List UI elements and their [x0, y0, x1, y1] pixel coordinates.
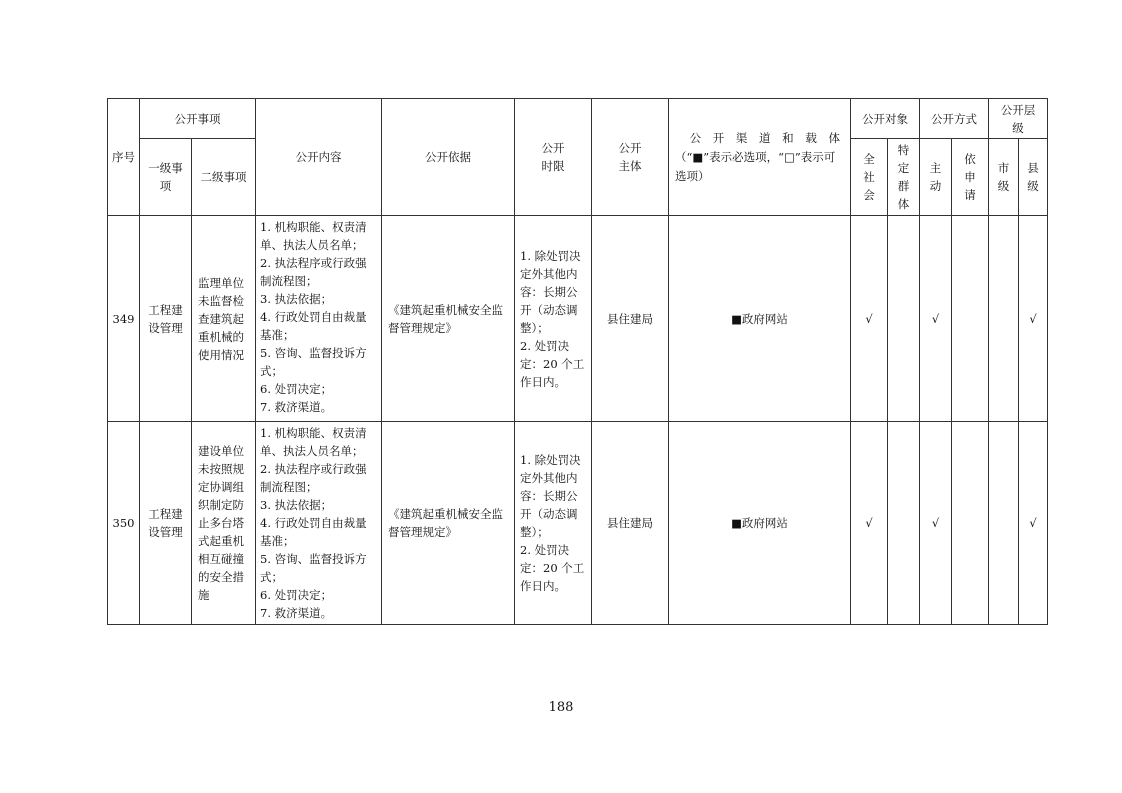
content-item: 1. 机构职能、权责清单、执法人员名单； — [260, 220, 367, 252]
content-item: 6. 处罚决定； — [260, 588, 333, 602]
header-mode-request: 依申请 — [952, 139, 989, 216]
header-level1: 一级事项 — [140, 139, 192, 216]
header-row-1 — [108, 99, 1048, 139]
row-level-county: √ — [1019, 216, 1048, 422]
row-content — [256, 422, 382, 625]
row-level2: 建设单位未按照规定协调组织制定防止多台塔式起重机相互碰撞的安全措施 — [192, 422, 256, 625]
row-level2: 监理单位未监督检查建筑起重机械的使用情况 — [192, 216, 256, 422]
row-basis: 《建筑起重机械安全监督管理规定》 — [382, 216, 515, 422]
header-subject: 公开主体 — [592, 99, 669, 216]
content-item: 4. 行政处罚自由裁量基准； — [260, 516, 367, 548]
content-item: 2. 执法程序或行政强制流程图； — [260, 462, 367, 494]
header-level-city: 市级 — [989, 139, 1019, 216]
header-target-all: 全社会 — [851, 139, 888, 216]
row-time-limit — [515, 216, 592, 422]
row-level-city — [989, 216, 1019, 422]
row-target-all: √ — [851, 216, 888, 422]
row-time-limit — [515, 422, 592, 625]
header-seq: 序号 — [108, 99, 140, 216]
header-channel-note: （“■”表示必选项，“□”表示可选项） — [675, 149, 836, 183]
row-mode-request — [952, 216, 989, 422]
row-level-city — [989, 422, 1019, 625]
row-target-specific — [888, 216, 920, 422]
header-matter-group: 公开事项 — [140, 99, 256, 139]
content-item: 2. 执法程序或行政强制流程图； — [260, 256, 367, 288]
time-limit-item: 1. 除处罚决定外其他内容：长期公开（动态调整）； — [520, 248, 581, 335]
disclosure-table — [107, 98, 1048, 625]
header-content: 公开内容 — [256, 99, 382, 216]
header-target-group: 公开对象 — [851, 99, 920, 139]
page-number: 188 — [548, 700, 574, 715]
row-channel: ■政府网站 — [669, 216, 851, 422]
header-channel — [669, 99, 851, 216]
row-level-county: √ — [1019, 422, 1048, 625]
row-mode-request — [952, 422, 989, 625]
time-limit-item: 1. 除处罚决定外其他内容：长期公开（动态调整）； — [520, 453, 581, 539]
content-item: 3. 执法依据； — [260, 498, 333, 512]
row-mode-active: √ — [920, 216, 952, 422]
content-item: 4. 行政处罚自由裁量基准； — [260, 310, 367, 342]
header-level-county: 县级 — [1019, 139, 1048, 216]
content-item: 7. 救济渠道。 — [260, 400, 333, 414]
header-mode-active: 主动 — [920, 139, 952, 216]
content-item: 6. 处罚决定； — [260, 382, 333, 396]
header-level-group: 公开层级 — [989, 99, 1048, 139]
table-row — [108, 216, 1048, 422]
row-channel: ■政府网站 — [669, 422, 851, 625]
header-channel-title: 公 开 渠 道 和 载 体 — [689, 130, 844, 145]
content-item: 3. 执法依据； — [260, 292, 333, 306]
header-basis: 公开依据 — [382, 99, 515, 216]
header-target-specific: 特定群体 — [888, 139, 920, 216]
row-mode-active: √ — [920, 422, 952, 625]
header-mode-group: 公开方式 — [920, 99, 989, 139]
header-level2: 二级事项 — [192, 139, 256, 216]
row-target-all: √ — [851, 422, 888, 625]
time-limit-item: 2. 处罚决定：20 个工作日内。 — [520, 543, 585, 593]
row-level1: 工程建设管理 — [140, 216, 192, 422]
row-level1: 工程建设管理 — [140, 422, 192, 625]
content-item: 5. 咨询、监督投诉方式； — [260, 346, 367, 378]
content-item: 5. 咨询、监督投诉方式； — [260, 552, 367, 584]
time-limit-item: 2. 处罚决定：20 个工作日内。 — [520, 338, 585, 389]
row-target-specific — [888, 422, 920, 625]
content-item: 1. 机构职能、权责清单、执法人员名单； — [260, 426, 367, 458]
table-row — [108, 422, 1048, 625]
row-basis: 《建筑起重机械安全监督管理规定》 — [382, 422, 515, 625]
row-subject: 县住建局 — [592, 422, 669, 625]
row-seq: 349 — [108, 216, 140, 422]
row-seq: 350 — [108, 422, 140, 625]
content-item: 7. 救济渠道。 — [260, 606, 333, 620]
header-time-limit: 公开时限 — [515, 99, 592, 216]
row-subject: 县住建局 — [592, 216, 669, 422]
row-content — [256, 216, 382, 422]
